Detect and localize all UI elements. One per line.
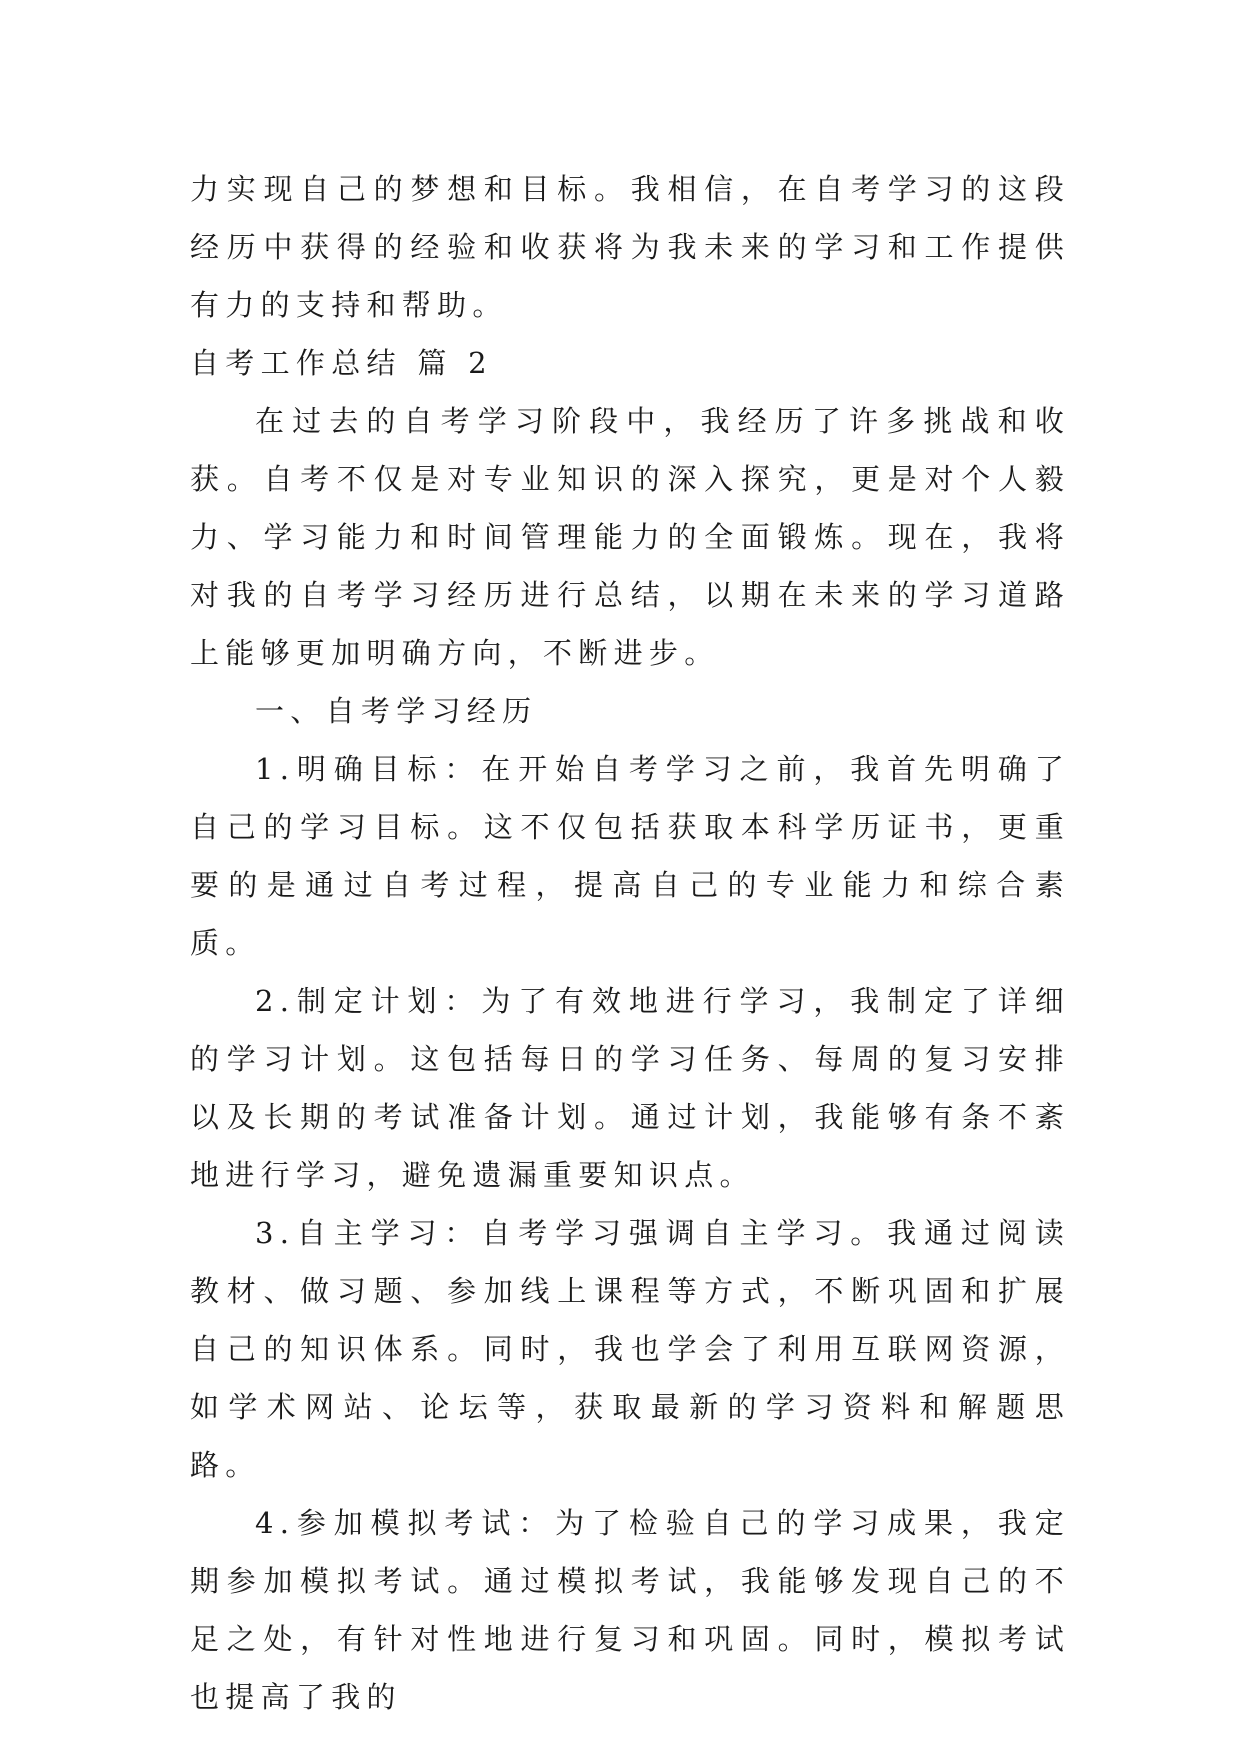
list-item-2: 2.制定计划：为了有效地进行学习，我制定了详细的学习计划。这包括每日的学习任务、每周的复习安排以及长期的考试准备计划。通过计划，我能够有条不紊地进行学习，避免遗漏重要知识点。 — [190, 984, 1070, 1192]
subsection-heading: 一、自考学习经历 — [255, 694, 538, 728]
list-item-4: 4.参加模拟考试：为了检验自己的学习成果，我定期参加模拟考试。通过模拟考试，我能够发现自己的不足之处，有针对性地进行复习和巩固。同时，模拟考试也提高了我的 — [190, 1506, 1070, 1714]
list-item-3: 3.自主学习：自考学习强调自主学习。我通过阅读教材、做习题、参加线上课程等方式，不断巩固和扩展自己的知识体系。同时，我也学会了利用互联网资源，如学术网站、论坛等，获取最新的学习资料和解题思路。 — [190, 1216, 1070, 1482]
paragraph-continuation: 力实现自己的梦想和目标。我相信，在自考学习的这段经历中获得的经验和收获将为我未来的学习和工作提供有力的支持和帮助。 — [190, 172, 1070, 322]
section-heading: 自考工作总结 篇 2 — [190, 346, 493, 380]
document-body — [190, 160, 1070, 1726]
list-item-1: 1.明确目标：在开始自考学习之前，我首先明确了自己的学习目标。这不仅包括获取本科学历证书，更重要的是通过自考过程，提高自己的专业能力和综合素质。 — [190, 752, 1070, 960]
paragraph-intro: 在过去的自考学习阶段中，我经历了许多挑战和收获。自考不仅是对专业知识的深入探究，更是对个人毅力、学习能力和时间管理能力的全面锻炼。现在，我将对我的自考学习经历进行总结，以期在未来的学习道路上能够更加明确方向，不断进步。 — [190, 404, 1070, 670]
